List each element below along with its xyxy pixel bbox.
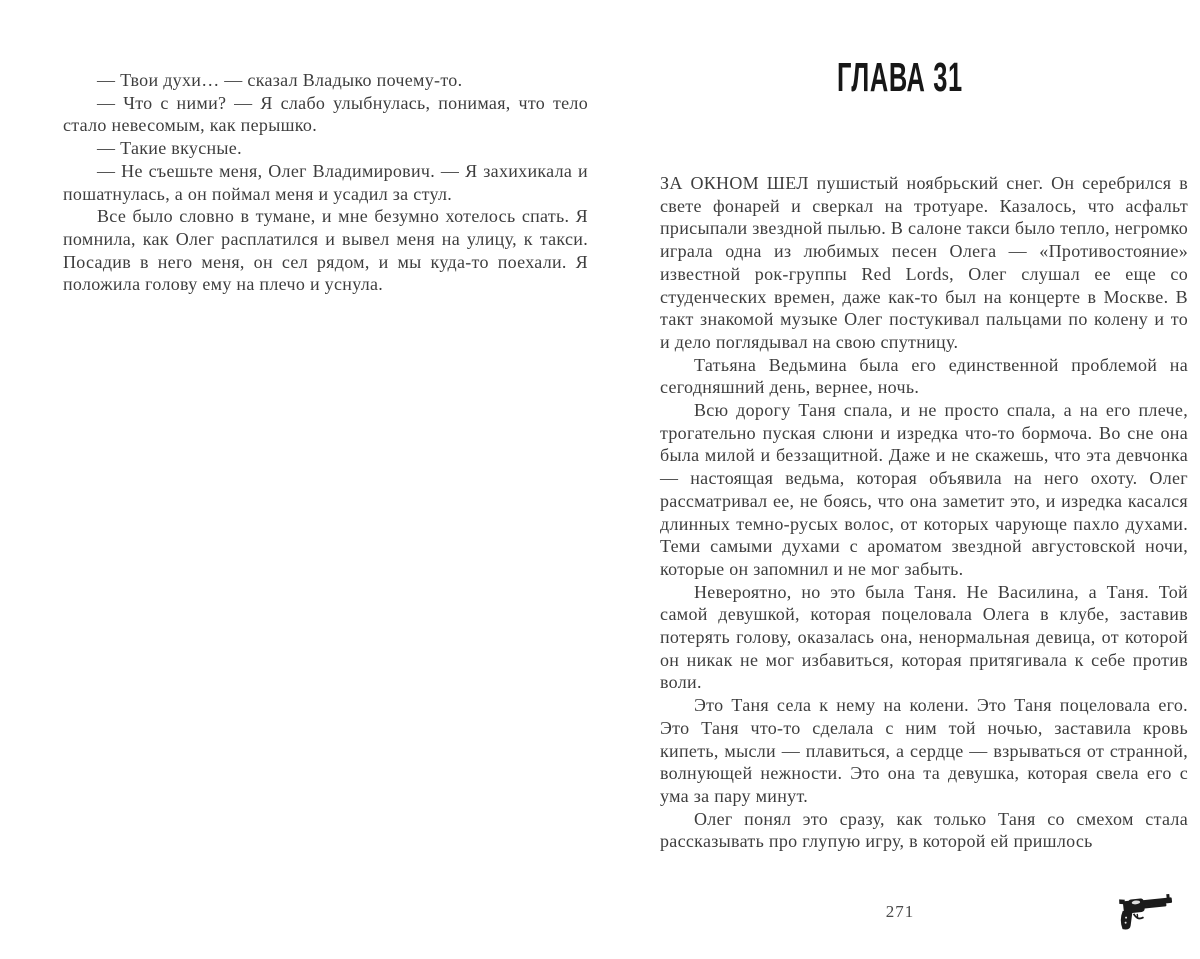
chapter-heading: ГЛАВА 31 <box>837 54 963 100</box>
paragraph: — Что с ними? — Я слабо улыбнулась, понимая, что тело стало невесомым, как перышко. <box>63 92 588 136</box>
revolver-icon <box>1117 894 1175 932</box>
paragraph: Все было словно в тумане, и мне безумно хотелось спать. Я помнила, как Олег расплатился и вывел меня на улицу, к такси. Посадив в него меня, он сел рядом, и мы куда-то поехали. Я положила голову ему на плечо и уснула. <box>63 206 588 295</box>
paragraph: ЗА ОКНОМ ШЕЛ пушистый ноябрьский снег. Он серебрился в свете фонарей и сверкал на тротуаре. Казалось, что асфальт присыпали звездной пылью. В салоне такси было тепло, негромко играла одна из любимых песен Олега — «Противостояние» известной рок-группы Red Lords, Олег слушал ее еще со студенческих времен, даже как-то был на концерте в Москве. В такт знакомой музыке Олег постукивал пальцами по колену и то и дело поглядывал на свою спутницу. <box>660 173 1188 352</box>
paragraph: — Такие вкусные. <box>97 138 242 159</box>
left-page-text <box>63 69 588 296</box>
paragraph: Это Таня села к нему на колени. Это Таня поцеловала его. Это Таня что-то сделала с ним той ночью, заставила кровь кипеть, мысли — плавиться, а сердце — взрываться от странной, волнующей нежности. Это она та девушка, которая свела его с ума за пару минут. <box>660 695 1188 806</box>
paragraph: Олег понял это сразу, как только Таня со смехом стала рассказывать про глупую игру, в которой ей пришлось <box>660 808 1188 852</box>
paragraph: Татьяна Ведьмина была его единственной проблемой на сегодняшний день, вернее, ночь. <box>660 354 1188 398</box>
paragraph: — Твои духи… — сказал Владыко почему-то. <box>97 70 463 90</box>
page-number: 271 <box>885 902 915 921</box>
right-page-text <box>660 172 1188 853</box>
paragraph: — Не съешьте меня, Олег Владимирович. — Я захихикала и пошатнулась, а он поймал меня и усадил за стул. <box>63 160 588 204</box>
paragraph: Всю дорогу Таня спала, и не просто спала, а на его плече, трогательно пуская слюни и изредка что-то бормоча. Во сне она была милой и беззащитной. Даже и не скажешь, что эта девчонка — настоящая ведьма, которая объявила на него охоту. Олег рассматривал ее, не боясь, что она заметит это, и изредка касался длинных темно-русых волос, от которых чарующе пахло духами. Теми самыми духами с ароматом звездной августовской ночи, которые он запомнил и не мог забыть. <box>660 400 1188 579</box>
paragraph: Невероятно, но это была Таня. Не Василина, а Таня. Той самой девушкой, которая поцеловала Олега в клубе, заставив потерять голову, оказалась она, ненормальная девица, от которой он никак не мог избавиться, которая притягивала к себе против воли. <box>660 581 1188 693</box>
